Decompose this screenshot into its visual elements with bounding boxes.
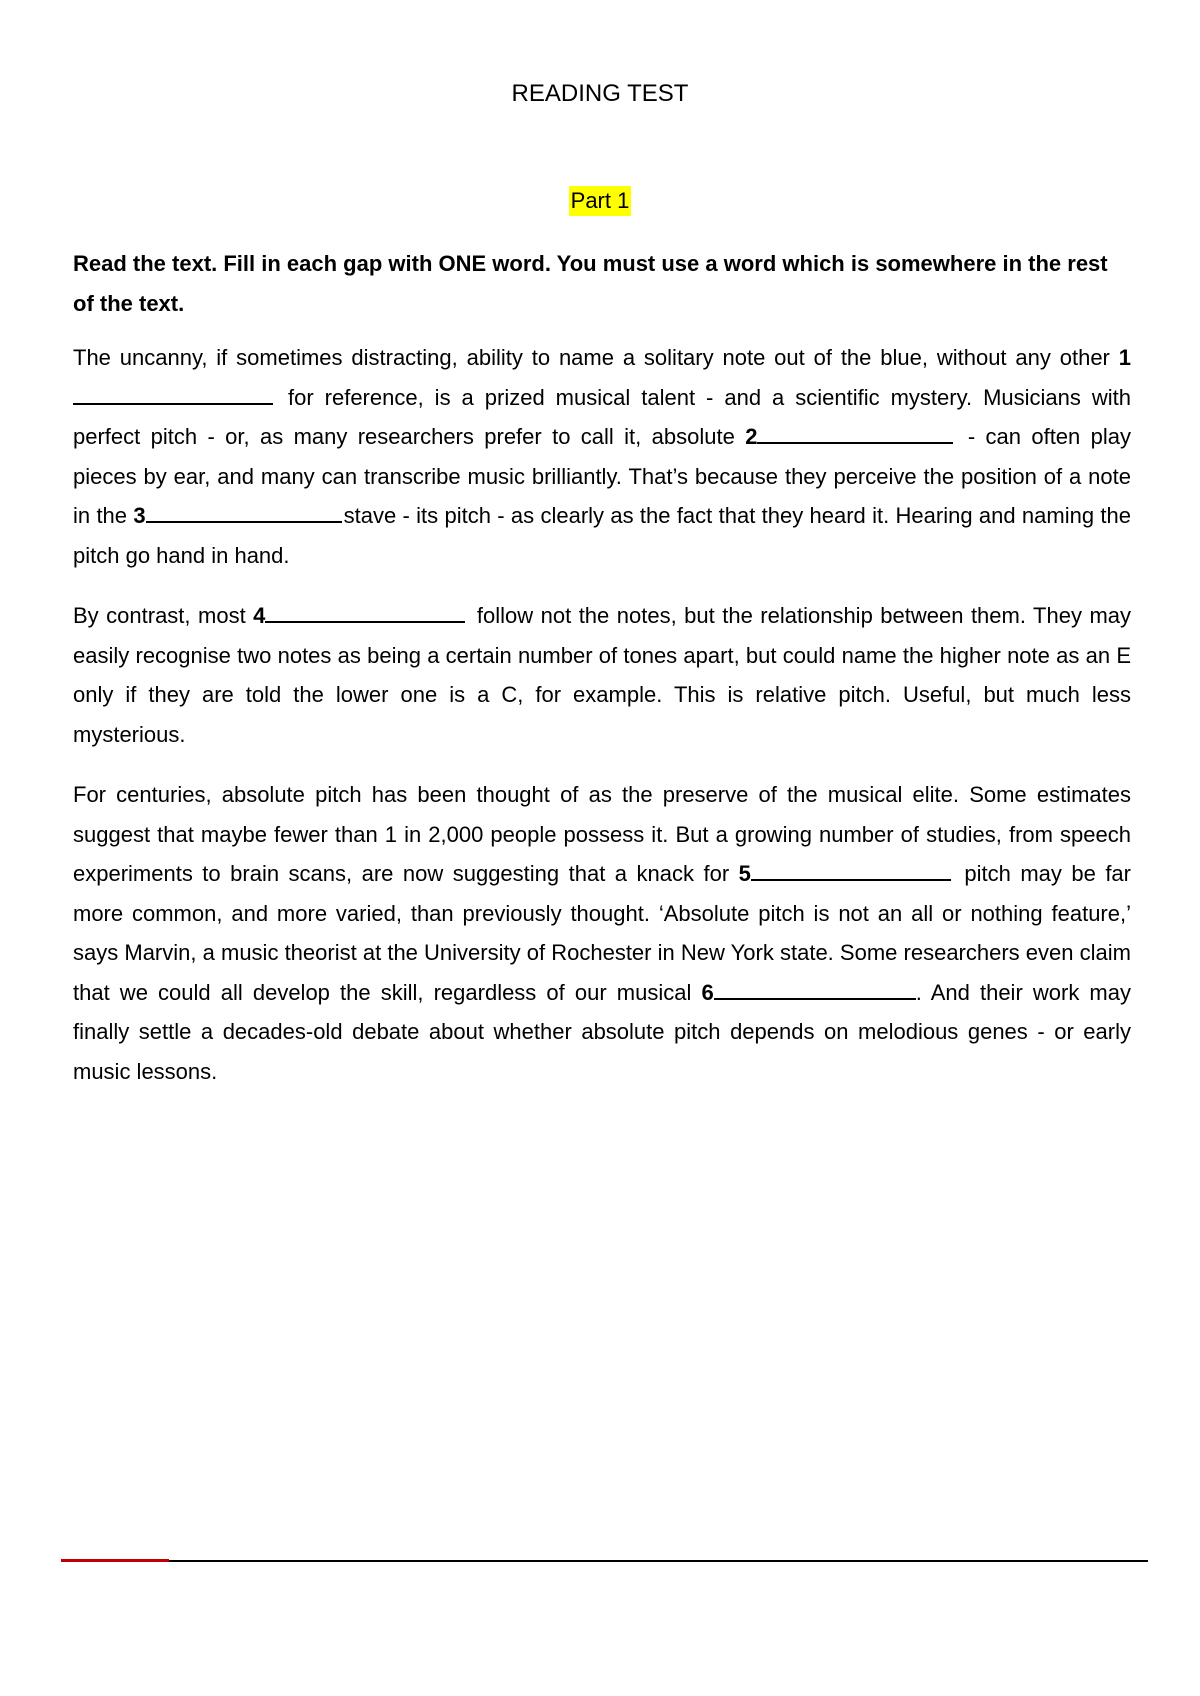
paragraph-text: By contrast, most <box>73 603 254 628</box>
gap-number-5: 5 <box>738 861 751 886</box>
gap-blank-4[interactable] <box>265 603 465 623</box>
gap-blank-2[interactable] <box>757 424 953 444</box>
instruction-text: Read the text. Fill in each gap with ONE word. You must use a word which is somewhere in the rest of the text. <box>73 251 1108 316</box>
part-heading <box>0 186 1200 216</box>
gap-blank-1[interactable] <box>73 385 273 405</box>
gap-number-6: 6 <box>701 979 714 1005</box>
paragraph-text: . And their work may finally settle a decades-old debate about whether absolute pitch depends on melodious genes - or early music lessons. <box>73 979 1131 1084</box>
gap-number-1: 1 <box>1118 345 1131 370</box>
gap-blank-6[interactable] <box>714 980 916 1000</box>
paragraph-text: - can often play pieces by ear, and many can transcribe music brilliantly. That’s because they perceive the position of a note in the <box>73 424 1131 528</box>
paragraph-text: for reference, is a prized musical talent - and a scientific mystery. Musicians with perfect pitch - or, as many researchers prefer to call it, absolute <box>73 384 1131 449</box>
gap-number-4: 4 <box>253 603 266 628</box>
paragraph-text: The uncanny, if sometimes distracting, ability to name a solitary note out of the blue, without any other <box>73 345 1119 370</box>
footer-accent-rule <box>61 1559 169 1562</box>
page-title: READING TEST <box>511 80 689 107</box>
reading-content <box>73 244 1131 1112</box>
gap-blank-3[interactable] <box>146 503 342 523</box>
paragraph-text: stave - its pitch - as clearly as the fact that they heard it. Hearing and naming the pitch go hand in hand. <box>73 503 1131 568</box>
paragraph-text: For centuries, absolute pitch has been thought of as the preserve of the musical elite. Some estimates suggest that maybe fewer than 1 in 2,000 people possess it. But a growing number of studies, from speech experiments to brain scans, are now suggesting that a knack for <box>73 782 1131 886</box>
part-label: Part 1 <box>569 186 632 216</box>
gap-blank-5[interactable] <box>751 861 951 881</box>
gap-number-3: 3 <box>133 503 146 528</box>
gap-number-2: 2 <box>745 424 758 449</box>
footer-rule <box>61 1560 1148 1562</box>
paragraph-text: follow not the notes, but the relationship between them. They may easily recognise two notes as being a certain number of tones apart, but could name the higher note as an E only if they are told the lower one is a C, for example. This is relative pitch. Useful, but much less mysterious. <box>73 603 1132 747</box>
paragraph-2 <box>73 596 1131 754</box>
paragraph-1 <box>73 338 1131 575</box>
paragraph-3 <box>73 775 1131 1091</box>
paragraph-text: pitch may be far more common, and more varied, than previously thought. ‘Absolute pitch is not an all or nothing feature,’ says Marvin, a music theorist at the University of Rochester in New York state. Some researchers even claim that we could all develop the skill, regardless of our musical <box>73 861 1131 1005</box>
